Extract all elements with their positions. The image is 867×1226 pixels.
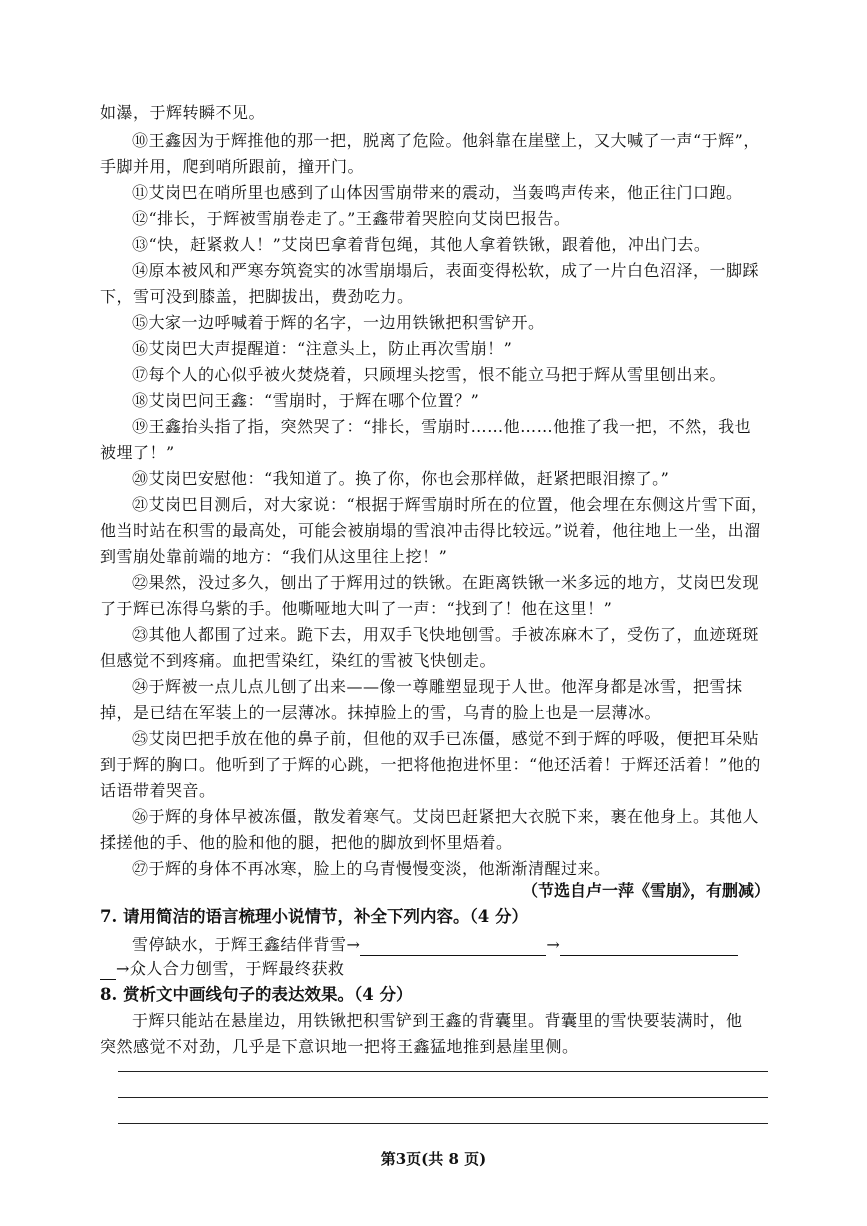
source-citation: （节选自卢一萍《雪崩》，有删减） — [521, 881, 770, 900]
passage-line: ⑫“排长，于辉被雪崩卷走了。”王鑫带着哭腔向艾岗巴报告。 — [132, 209, 571, 228]
answer-line[interactable] — [118, 1071, 768, 1072]
passage-line: 了于辉已冻得乌紫的手。他嘶哑地大叫了一声：“找到了！他在这里！” — [100, 599, 613, 618]
q7-answer-blank-1[interactable] — [360, 937, 546, 956]
passage-line: ⑯艾岗巴大声提醒道：“注意头上，防止再次雪崩！” — [132, 339, 513, 358]
answer-line[interactable] — [118, 1123, 768, 1124]
q8-quote-line: 突然感觉不对劲，几乎是下意识地一把将王鑫猛地推到悬崖里侧。 — [100, 1037, 579, 1056]
passage-line: ⑩王鑫因为于辉推他的那一把，脱离了危险。他斜靠在崖壁上，又大喊了一声“于辉”， — [132, 131, 760, 150]
passage-line: 如瀑，于辉转瞬不见。 — [100, 103, 266, 122]
passage-line: 被埋了！” — [100, 443, 175, 462]
passage-line: 揉搓他的手、他的脸和他的腿，把他的脚放到怀里焐着。 — [100, 833, 513, 852]
passage-line: 他当时站在积雪的最高处，可能会被崩塌的雪浪冲击得比较远。”说着，他往地上一坐，出溜 — [100, 521, 761, 540]
q7-answer-blank-2[interactable] — [560, 937, 738, 956]
passage-line: ㉓其他人都围了过来。跪下去，用双手飞快地刨雪。手被冻麻木了，受伤了，血迹斑斑 — [132, 625, 760, 644]
answer-line[interactable] — [118, 1097, 768, 1098]
passage-line: 到雪崩处靠前端的地方：“我们从这里往上挖！” — [100, 547, 448, 566]
passage-line: 但感觉不到疼痛。血把雪染红，染红的雪被飞快刨走。 — [100, 651, 497, 670]
passage-line: ㉕艾岗巴把手放在他的鼻子前，但他的双手已冻僵，感觉不到于辉的呼吸，便把耳朵贴 — [132, 729, 760, 748]
question-7-line-1 — [132, 934, 802, 956]
passage-line: ⑱艾岗巴问王鑫：“雪崩时，于辉在哪个位置？” — [132, 391, 480, 410]
passage-line: 下，雪可没到膝盖，把脚拔出，费劲吃力。 — [100, 287, 414, 306]
question-7-line-2 — [100, 958, 770, 980]
passage-line: ㉒果然，没过多久，刨出了于辉用过的铁锹。在距离铁锹一米多远的地方，艾岗巴发现 — [132, 573, 760, 592]
passage-line: ⑮大家一边呼喊着于辉的名字，一边用铁锹把积雪铲开。 — [132, 313, 545, 332]
q8-quote-line: 于辉只能站在悬崖边，用铁锹把积雪铲到王鑫的背囊里。背囊里的雪快要装满时，他 — [132, 1011, 743, 1030]
passage-line: ⑭原本被风和严寒夯筑瓷实的冰雪崩塌后，表面变得松软，成了一片白色沼泽，一脚踩 — [132, 261, 760, 280]
q7-answer-blank-3[interactable] — [100, 961, 116, 980]
passage-line: ⑪艾岗巴在哨所里也感到了山体因雪崩带来的震动，当轰鸣声传来，他正往门口跑。 — [132, 183, 743, 202]
q7-arrow: → — [546, 935, 561, 954]
q7-end-text: →众人合力刨雪，于辉最终获救 — [116, 959, 345, 978]
passage-line: ⑬“快，赶紧救人！”艾岗巴拿着背包绳，其他人拿着铁锹，跟着他，冲出门去。 — [132, 235, 711, 254]
passage-line: ㉗于辉的身体不再冰寒，脸上的乌青慢慢变淡，他渐渐清醒过来。 — [132, 859, 611, 878]
q7-start-text: 雪停缺水，于辉王鑫结伴背雪→ — [132, 935, 361, 954]
passage-line: 到于辉的胸口。他听到了于辉的心跳，一把将他抱进怀里：“他还活着！于辉还活着！”他的 — [100, 755, 761, 774]
passage-line: ⑳艾岗巴安慰他：“我知道了。换了你，你也会那样做，赶紧把眼泪擦了。” — [132, 469, 670, 488]
passage-line: ⑲王鑫抬头指了指，突然哭了：“排长，雪崩时……他……他推了我一把，不然，我也 — [132, 417, 752, 436]
passage-line: ⑰每个人的心似乎被火焚烧着，只顾埋头挖雪，恨不能立马把于辉从雪里刨出来。 — [132, 365, 727, 384]
page-number: 第3页(共 8 页) — [380, 1150, 487, 1168]
passage-line: 手脚并用，爬到哨所跟前，撞开门。 — [100, 157, 365, 176]
passage-line: 话语带着哭音。 — [100, 781, 216, 800]
passage-line: ㉑艾岗巴目测后，对大家说：“根据于辉雪崩时所在的位置，他会埋在东侧这片雪下面， — [132, 495, 768, 514]
passage-line: 掉，是已结在军装上的一层薄冰。抹掉脸上的雪，乌青的脸上也是一层薄冰。 — [100, 703, 662, 722]
passage-line: ㉖于辉的身体早被冻僵，散发着寒气。艾岗巴赶紧把大衣脱下来，裹在他身上。其他人 — [132, 807, 760, 826]
question-7-title: 7. 请用简洁的语言梳理小说情节，补全下列内容。（4 分） — [100, 907, 528, 926]
question-8-title: 8. 赏析文中画线句子的表达效果。（4 分） — [100, 985, 413, 1004]
passage-line: ㉔于辉被一点儿点儿刨了出来——像一尊雕塑显现于人世。他浑身都是冰雪，把雪抹 — [132, 677, 743, 696]
